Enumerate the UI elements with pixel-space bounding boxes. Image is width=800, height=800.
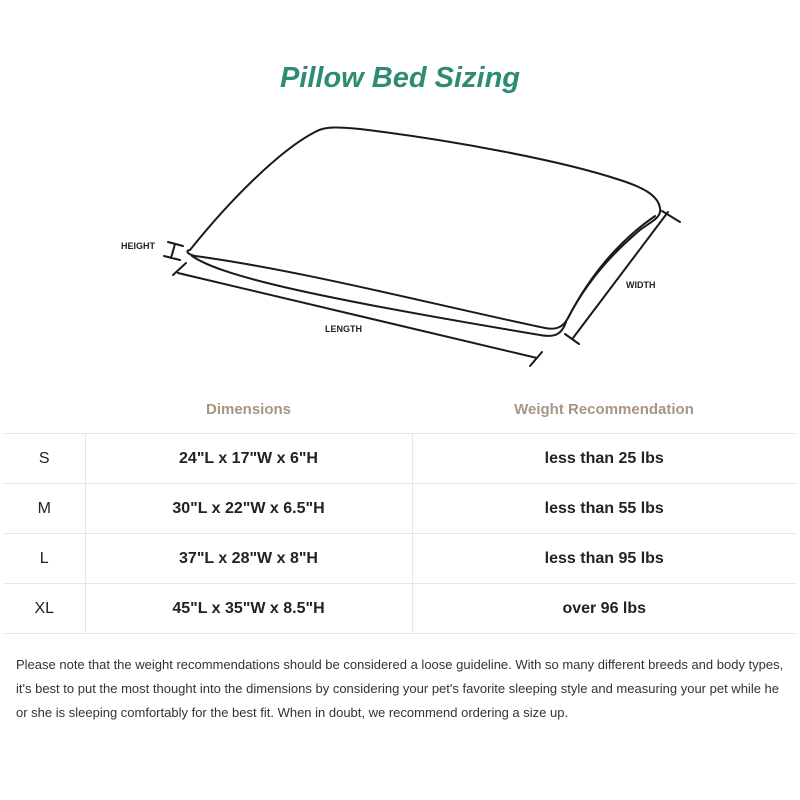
height-label: HEIGHT [121,241,156,251]
weight-cell: over 96 lbs [412,584,796,634]
size-cell: S [4,434,85,484]
header-weight: Weight Recommendation [514,401,694,418]
height-measure [164,242,183,260]
weight-cell: less than 55 lbs [412,484,796,534]
header-dimensions: Dimensions [205,401,292,418]
dimensions-cell: 24"L x 17"W x 6"H [85,434,412,484]
size-cell: M [4,484,85,534]
weight-cell: less than 95 lbs [412,534,796,584]
width-label: WIDTH [626,280,656,290]
pillow-top-outline [187,127,660,328]
pillow-bottom-edge [192,256,566,336]
dimensions-cell: 37"L x 28"W x 8"H [85,534,412,584]
table-row [4,484,796,534]
dimensions-cell: 45"L x 35"W x 8.5"H [85,584,412,634]
pillow-side-edge [568,216,655,318]
header-size [4,386,85,434]
weight-cell: less than 25 lbs [412,434,796,484]
pillow-diagram [0,0,800,380]
length-label: LENGTH [325,324,362,334]
page-title: Pillow Bed Sizing [279,62,521,94]
dimensions-cell: 30"L x 22"W x 6.5"H [85,484,412,534]
table-row [4,434,796,484]
sizing-table [4,386,796,634]
table-row [4,534,796,584]
table-row [4,584,796,634]
sizing-note: Please note that the weight recommendations should be considered a loose guideline. With so many different breeds and body types, it's best to put the most thought into the dimensions by considering your pet's favorite sleeping style and measuring your pet while he or she is sleeping comfortably for the best fit. When in doubt, we recommend ordering a size up. [16,657,784,720]
table-header [4,386,796,434]
size-cell: L [4,534,85,584]
size-cell: XL [4,584,85,634]
width-measure [565,211,680,344]
